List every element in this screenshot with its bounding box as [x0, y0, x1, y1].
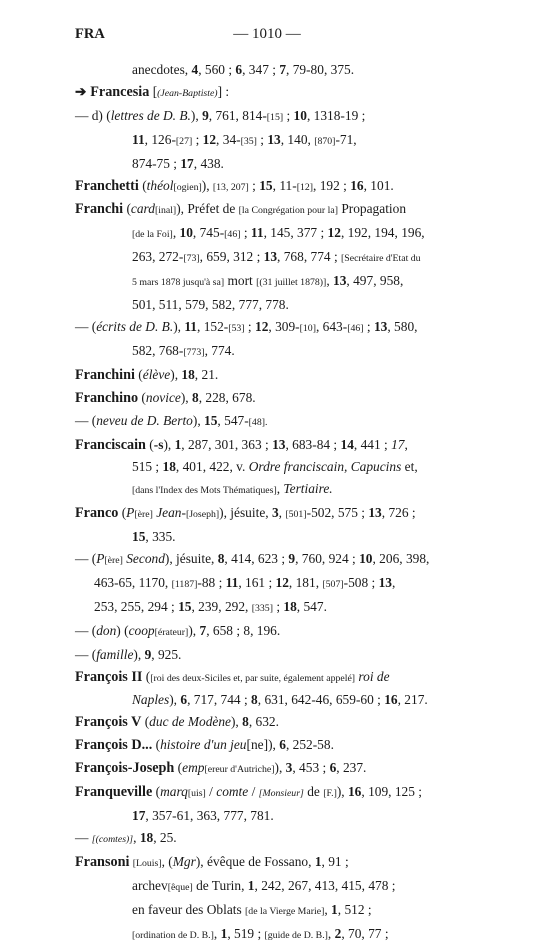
entry-line: Franqueville (marq[uis] / comte / [Monsieur] de [F.]), 16, 109, 125 ; — [75, 784, 423, 801]
entry-line: [ordination de D. B.], 1, 519 ; [guide de D. B.], 2, 70, 77 ; — [132, 925, 389, 941]
entry-line: 582, 768-[773], 774. — [132, 342, 235, 358]
entry-line: en faveur des Oblats [de la Vierge Marie], 1, 512 ; — [132, 901, 372, 917]
entry-line: 15, 335. — [132, 529, 176, 545]
entry-line: Fransoni [Louis], (Mgr), évêque de Fossano, 1, 91 ; — [75, 853, 349, 870]
entry-line: 263, 272-[73], 659, 312 ; 13, 768, 774 ; [Secrétaire d'Etat du — [132, 249, 421, 265]
entry-line: Franchino (novice), 8, 228, 678. — [75, 389, 256, 406]
entry-line: — (écrits de D. B.), 11, 152-[53] ; 12, 309-[10], 643-[46] ; 13, 580, — [75, 318, 418, 334]
entry-line: 501, 511, 579, 582, 777, 778. — [132, 297, 289, 313]
entry-line: Franchi (card[inal]), Préfet de [la Congrégation pour la] Propagation — [75, 201, 407, 218]
entry-line: archev[êque] de Turin, 1, 242, 267, 413, 415, 478 ; — [132, 877, 396, 893]
page-number: — 1010 — — [233, 26, 301, 42]
entry-line: 253, 255, 294 ; 15, 239, 292, [335] ; 18, 547. — [94, 598, 327, 614]
entry-line: 11, 126-[27] ; 12, 34-[35] ; 13, 140, [870]-71, — [132, 131, 357, 147]
running-head: FRA — [75, 26, 105, 42]
entry-line: 874-75 ; 17, 438. — [132, 155, 224, 171]
entry-line: Franco (P[ère] Jean-[Joseph]), jésuite, 3, [501]-502, 575 ; 13, 726 ; — [75, 505, 416, 522]
entry-line: 5 mars 1878 jusqu'à sa] mort [(31 juillet 1878)], 13, 497, 958, — [132, 273, 404, 289]
entry-line: — d) (lettres de D. B.), 9, 761, 814-[15] ; 10, 1318-19 ; — [75, 107, 366, 123]
entry-line: Naples), 6, 717, 744 ; 8, 631, 642-46, 659-60 ; 16, 217. — [132, 692, 428, 708]
entry-line: — (famille), 9, 925. — [75, 646, 182, 662]
entry-line: 515 ; 18, 401, 422, v. Ordre franciscain, Capucins et, — [132, 459, 418, 475]
arrow-right-icon: ➔ — [75, 83, 87, 99]
page-header — [75, 26, 476, 43]
index-entries — [75, 59, 476, 946]
entry-line: 17, 357-61, 363, 777, 781. — [132, 808, 274, 823]
entry-line: Franchini (élève), 18, 21. — [75, 366, 219, 383]
entry-line: [dans l'Index des Mots Thématiques], Tertiaire. — [132, 481, 333, 497]
entry-line: anecdotes, 4, 560 ; 6, 347 ; 7, 79-80, 375. — [132, 62, 355, 77]
entry-line: François-Joseph (emp[ereur d'Autriche]), 3, 453 ; 6, 237. — [75, 760, 367, 777]
entry-line: François V (duc de Modène), 8, 632. — [75, 714, 279, 731]
entry-line: ➔ Francesia [(Jean-Baptiste)] : — [75, 83, 230, 100]
entry-line: 463-65, 1170, [1187]-88 ; 11, 161 ; 12, 181, [507]-508 ; 13, — [94, 574, 396, 590]
entry-line: Franchetti (théol[ogien]), [13, 207] ; 15, 11-[12], 192 ; 16, 101. — [75, 177, 394, 194]
entry-line: François II ([roi des deux-Siciles et, par suite, également appelé] roi de — [75, 668, 390, 685]
entry-line: — [(comtes)], 18, 25. — [75, 829, 177, 845]
entry-line: [de la Foi], 10, 745-[46] ; 11, 145, 377 ; 12, 192, 194, 196, — [132, 225, 425, 241]
entry-line: François D... (histoire d'un jeu[ne]), 6, 252-58. — [75, 737, 334, 754]
entry-line: — (neveu de D. Berto), 15, 547-[48]. — [75, 412, 268, 428]
entry-line: — (don) (coop[érateur]), 7, 658 ; 8, 196. — [75, 622, 281, 638]
entry-line: — (P[ère] Second), jésuite, 8, 414, 623 ; 9, 760, 924 ; 10, 206, 398, — [75, 551, 430, 567]
entry-line: Franciscain (-s), 1, 287, 301, 363 ; 13, 683-84 ; 14, 441 ; 17, — [75, 436, 408, 453]
